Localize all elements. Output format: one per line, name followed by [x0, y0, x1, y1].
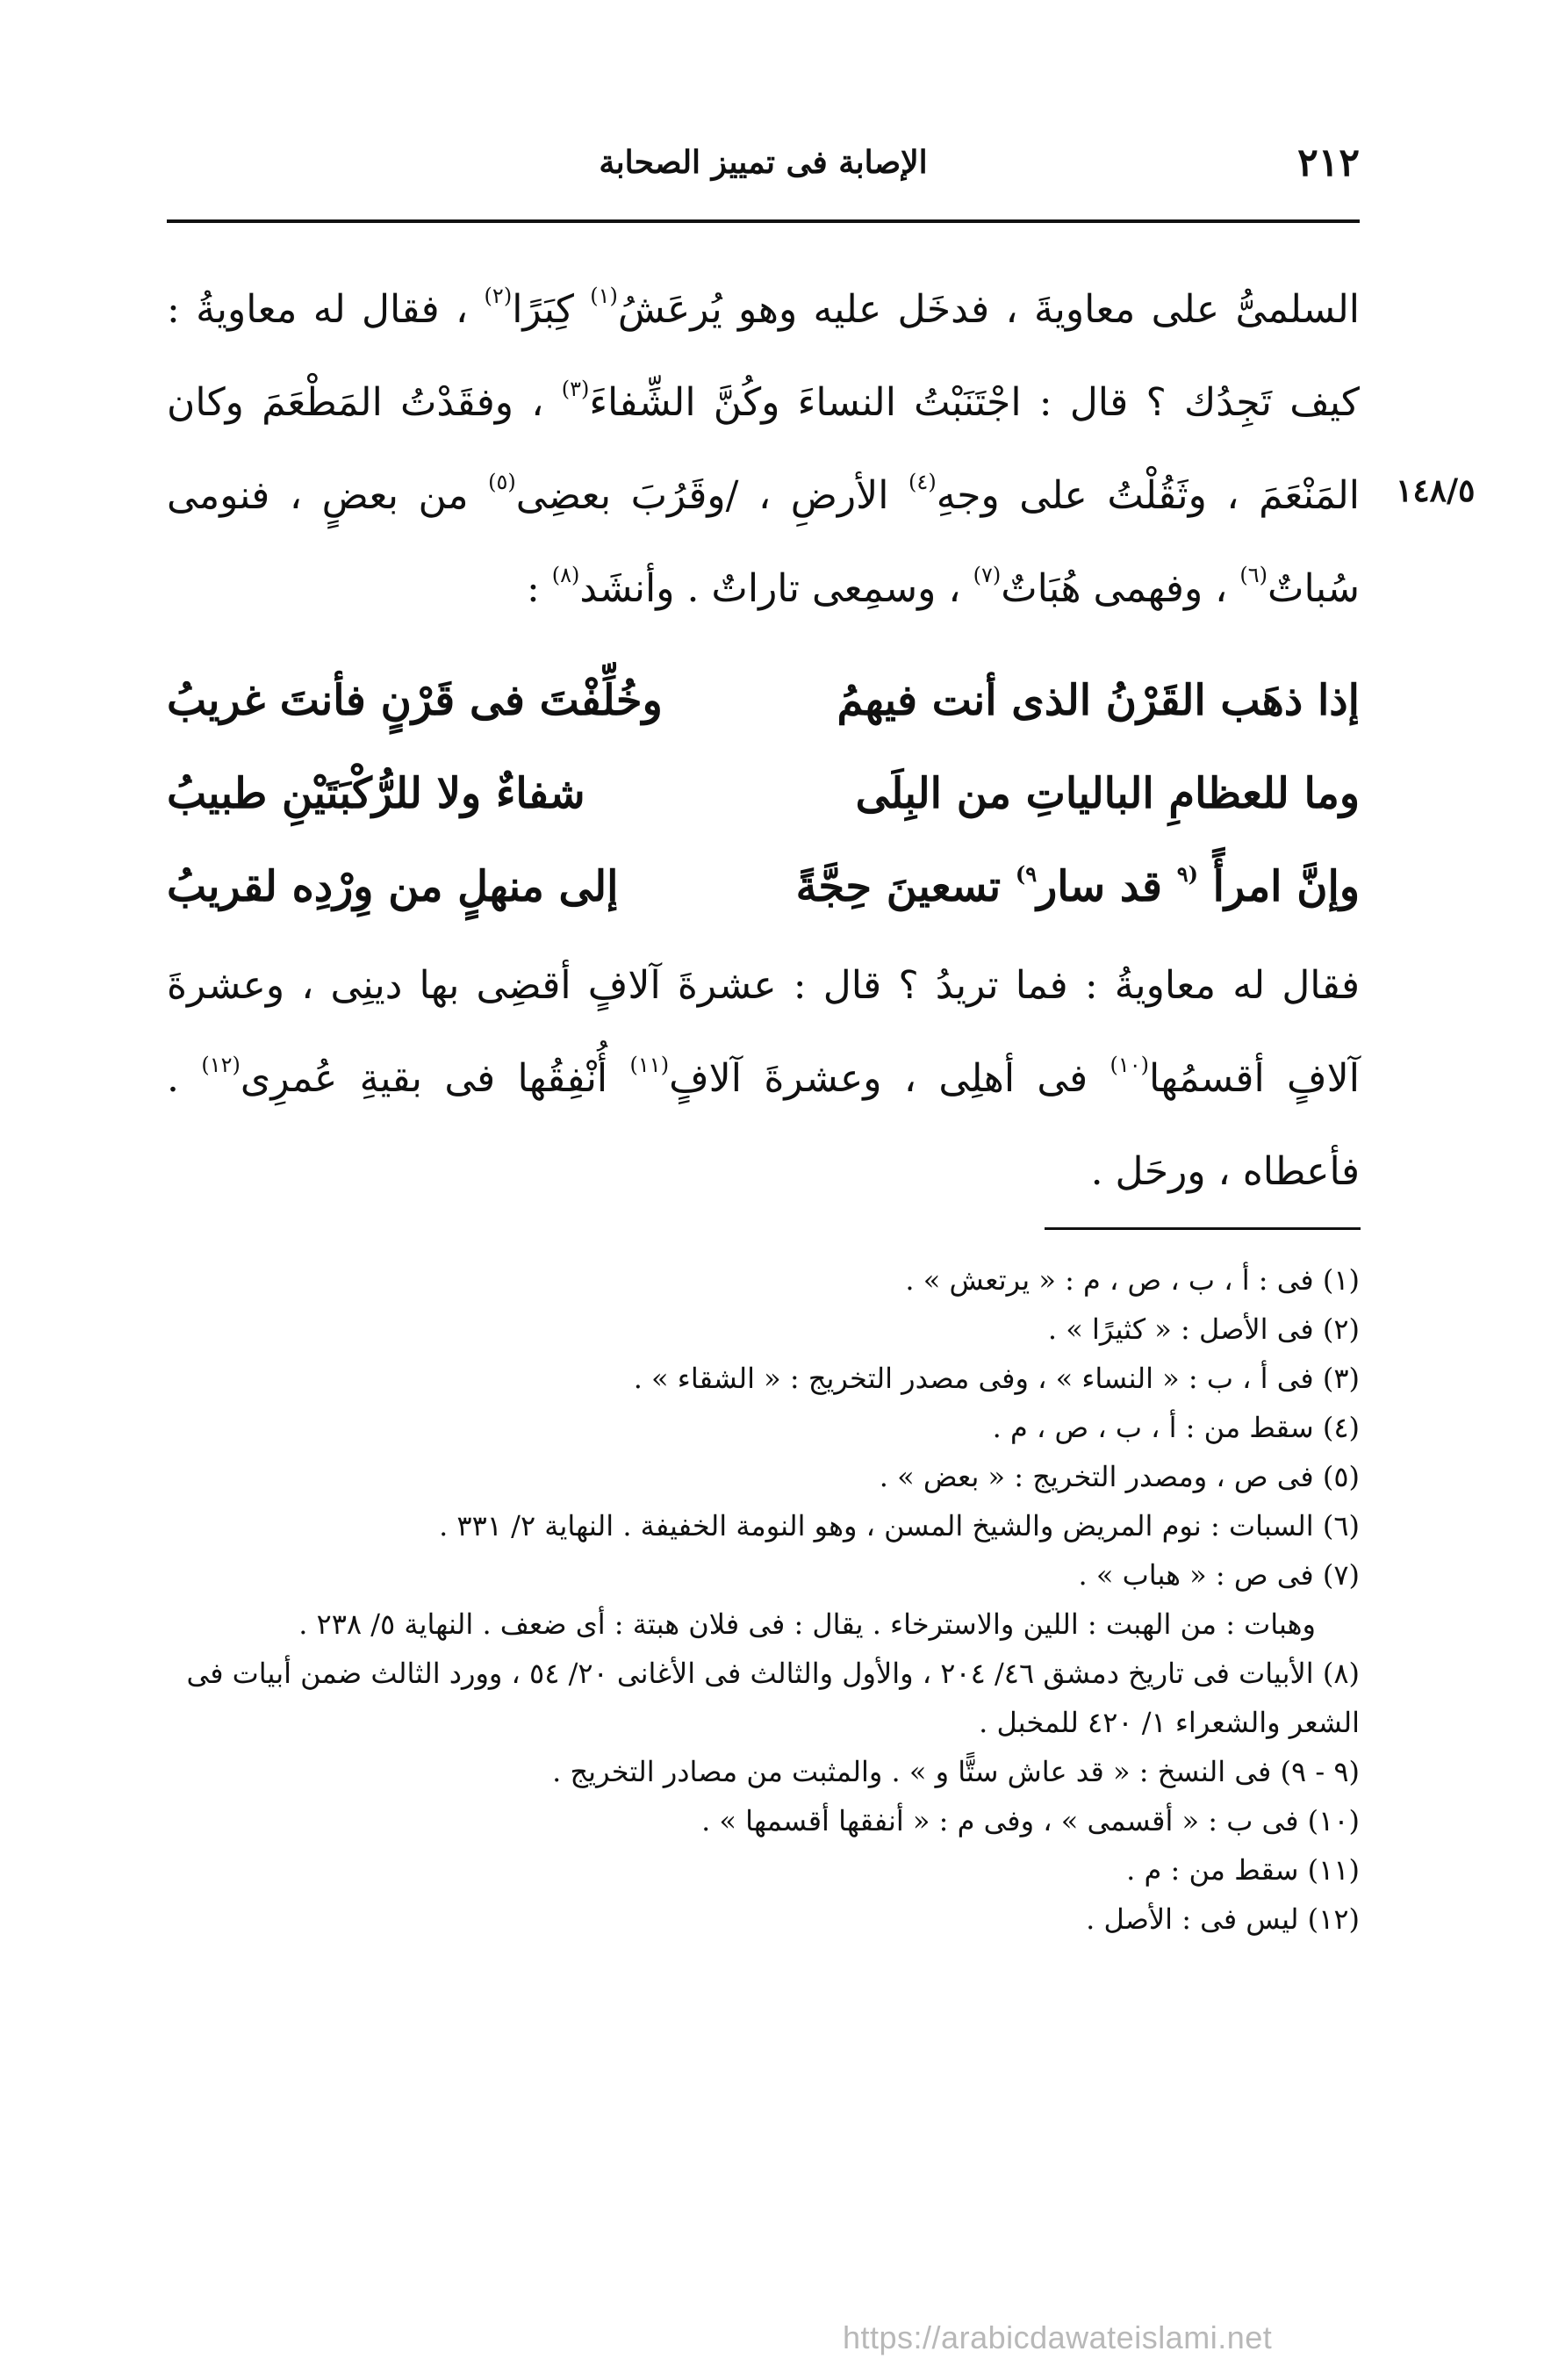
margin-reference: ١٤٨/٥ [1396, 472, 1476, 509]
footnote-ref: (٦) [1239, 563, 1268, 587]
hemistich-second: وخُلِّفْتَ فى قَرْنٍ فأنتَ غريبُ [167, 676, 663, 725]
watermark-url: https://arabicdawateislami.net [843, 2319, 1273, 2355]
footnote-ref: (٧) [973, 563, 1002, 587]
footnote-ref: (١١) [629, 1053, 670, 1077]
poem [167, 654, 1360, 933]
footnote-ref: (٥) [488, 470, 516, 494]
footnote: (١) فى : أ ، ب ، ص ، م : « يرتعش » . [905, 1263, 1360, 1297]
footnote-ref: (٤) [908, 470, 937, 494]
page-number: ٢١٢ [1297, 140, 1360, 185]
footnote: (٦) السبات : نوم المريض والشيخ المسن ، وهو النومة الخفيفة . النهاية ٢/ ٣٣١ . [439, 1509, 1360, 1542]
hemistich-first: إذا ذهَب القَرْنُ الذى أنت فيهمُ [837, 676, 1360, 725]
footnote: (٥) فى ص ، ومصدر التخريج : « بعض » . [879, 1460, 1360, 1493]
footnote: (١١) سقط من : م . [1126, 1853, 1360, 1887]
footnote: (١٠) فى ب : « أقسمى » ، وفى م : « أنفقها أقسمها » . [701, 1804, 1360, 1837]
footnote-ref: (٨) [551, 563, 580, 587]
hemistich-first: وما للعظامِ البالياتِ من البِلَى [855, 769, 1360, 818]
footnote-ref: (١٠) [1110, 1053, 1150, 1077]
verse-line [167, 840, 1360, 933]
footnote-continuation: وهبات : من الهبت : اللين والاسترخاء . يقال : فى فلان هبتة : أى ضعف . النهاية ٥/ ٢٣٨ . [298, 1607, 1316, 1641]
footnote: (٧) فى ص : « هباب » . [1078, 1558, 1360, 1592]
footnote-ref: (٢) [484, 284, 513, 308]
page-header [167, 132, 1360, 193]
header-rule [167, 219, 1360, 223]
hemistich-second: شفاءٌ ولا للرُّكْبَتَيْنِ طبيبُ [167, 769, 585, 818]
verse-line [167, 747, 1360, 840]
footnotes [167, 1255, 1360, 1944]
running-title: الإصابة فى تمييز الصحابة [599, 144, 928, 181]
main-paragraph: فقال له معاويةُ : فما تريدُ ؟ قال : عشرةَ آلافٍ أقضِى بها دينِى ، وعشرةَ آلافٍ أقسمُها$^{(١٠)}$ فى أهلِى ، وعشرةَ آلافٍ$^{(١١)}$ أُنْفِقُها فى بقيةِ عُمرِى$^{(١٢)}$ . فأعطاه ، ورحَل . [167, 963, 1360, 1194]
footnote: (٣) فى أ ، ب : « النساء » ، وفى مصدر التخريج : « الشقاء » . [633, 1362, 1360, 1395]
footnote-ref: (٣) [561, 377, 590, 401]
footnote-ref: (١٢) [201, 1053, 241, 1077]
footnote-ref: (٩ [1176, 861, 1198, 887]
footnote: (٢) فى الأصل : « كثيرًا » . [1047, 1312, 1360, 1346]
footnote: (٨) الأبيات فى تاريخ دمشق ٤٦/ ٢٠٤ ، والأول والثالث فى الأغانى ٢٠/ ٥٤ ، وورد الثالث ضمن أبيات فى الشعر والشعراء ١/ ٤٢٠ للمخبل . [186, 1657, 1360, 1739]
main-paragraph: السلمىُّ على معاويةَ ، فدخَل عليه وهو يُرعَشُ$^{(١)}$ كِبَرًا$^{(٢)}$ ، فقال له معاويةُ : كيف تَجِدُك ؟ قال : اجْتَنَبْتُ النساءَ وكُنَّ الشِّفاءَ$^{(٣)}$ ، وفقَدْتُ المَطْعَمَ وكان المَنْعَمَ ، وثَقُلْتُ على وجهِ$^{(٤)}$ الأرضِ ، /وقَرُبَ بعضِى$^{(٥)}$ من بعضٍ ، فنومى سُباتٌ$^{(٦)}$ ، وفهمى هُبَاتٌ$^{(٧)}$ ، وسمِعى تاراتٌ . وأنشَد$^{(٨)}$ : [167, 284, 1361, 611]
footnote: (٤) سقط من : أ ، ب ، ص ، م . [992, 1411, 1360, 1444]
verse-line [167, 654, 1360, 747]
footnote: (١٢) ليس فى : الأصل . [1086, 1902, 1360, 1936]
main-text-continued [167, 939, 1360, 1219]
hemistich-first: وإنَّ امرأً $^{(٩}$ قد سار$^{٩)}$ تسعينَ حِجَّةً [795, 861, 1360, 911]
main-text [167, 263, 1360, 636]
footnote: (٩ - ٩) فى النسخ : « قد عاش ستًّا و » . والمثبت من مصادر التخريج . [552, 1755, 1360, 1788]
footnote-ref: ٩) [1015, 861, 1038, 887]
hemistich-second: إلى منهلٍ من وِرْدِه لقريبُ [167, 862, 619, 911]
footnote-ref: (١) [590, 284, 618, 308]
footnote-separator [1045, 1227, 1361, 1230]
